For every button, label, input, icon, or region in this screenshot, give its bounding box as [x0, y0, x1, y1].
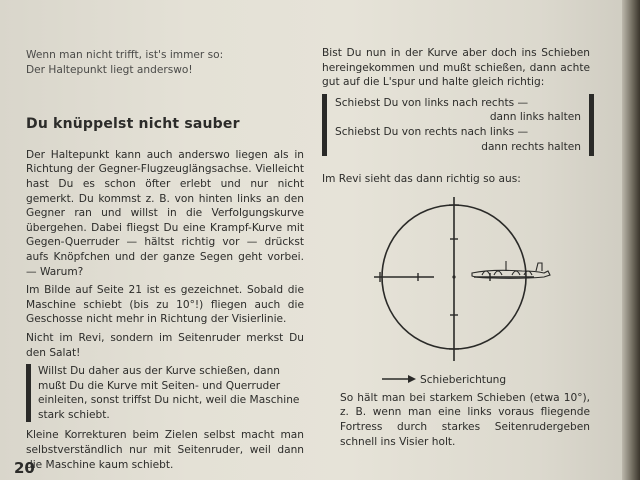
revi-caption: Im Revi sieht das dann richtig so aus: [322, 173, 521, 186]
rule-line-3: Schiebst Du von rechts nach links — [335, 125, 529, 138]
intro-line-1: Wenn man nicht trifft, ist's immer so: [26, 49, 224, 61]
left-column [26, 48, 304, 476]
paragraph-1: Der Haltepunkt kann auch anderswo liegen als in Richtung der Gegner-Flugzeuglängsachse. Vielleicht hast Du es schon öfter erlebt und nur nicht gemerkt. Du kommst z. B. von hinten links an den Gegner ran und willst in die Verfolgungskurve übergehen. Dabei fliegst Du eine Krampf-Kurve mit Gegen-Querruder — hältst richtig vor — drückst aufs Knöpfchen und der ganze Segen geht vorbei. — Warum? [26, 148, 304, 278]
reticle-center-dot [452, 275, 455, 278]
rule-box [322, 94, 594, 156]
paragraph-3: Nicht im Revi, sondern im Seitenruder merkst Du den Salat! [26, 331, 304, 359]
diagram-label: Schieberichtung [420, 373, 507, 386]
direction-arrow-icon [408, 375, 416, 383]
rule-line-2: dann links halten [489, 111, 581, 124]
book-edge [622, 0, 640, 480]
boxed-note [26, 364, 304, 422]
reticle-svg [322, 191, 590, 391]
fortress-aircraft-icon [472, 261, 550, 278]
paragraph-2: Im Bilde auf Seite 21 ist es gezeichnet. Sobald die Maschine schiebt (bis zu 10°!) fliegen auch die Geschosse nicht mehr in Richtung der Visierlinie. [26, 284, 304, 326]
rule-line-1: Schiebst Du von links nach rechts — [335, 96, 529, 109]
boxed-note-text: Willst Du daher aus der Kurve schießen, dann mußt Du die Kurve mit Seiten- und Querruder einleiten, sonst triffst Du nicht, weil die Maschine stark schiebt. [38, 365, 300, 421]
intro-line-2: Der Haltepunkt liegt anderswo! [26, 63, 193, 76]
section-heading: Du knüppelst nicht sauber [26, 116, 240, 133]
right-column [322, 46, 590, 449]
rule-line-4: dann rechts halten [481, 140, 581, 153]
page-number: 20 [14, 459, 35, 477]
paragraph-4: Kleine Korrekturen beim Zielen selbst macht man selbstverständlich nur mit Seitenruder, weil dann die Maschine kaum schiebt. [26, 429, 304, 471]
right-paragraph-1: Bist Du nun in der Kurve aber doch ins Schieben hereingekommen und mußt schießen, dann achte gut auf die L'spur und halte gleich richtig: [322, 47, 590, 89]
right-bottom-paragraph: So hält man bei starkem Schieben (etwa 10°), z. B. wenn man eine links voraus fliegende Fortress durch starkes Seitenrudergeben schnell ins Visier holt. [340, 391, 590, 448]
revi-diagram [322, 191, 590, 391]
